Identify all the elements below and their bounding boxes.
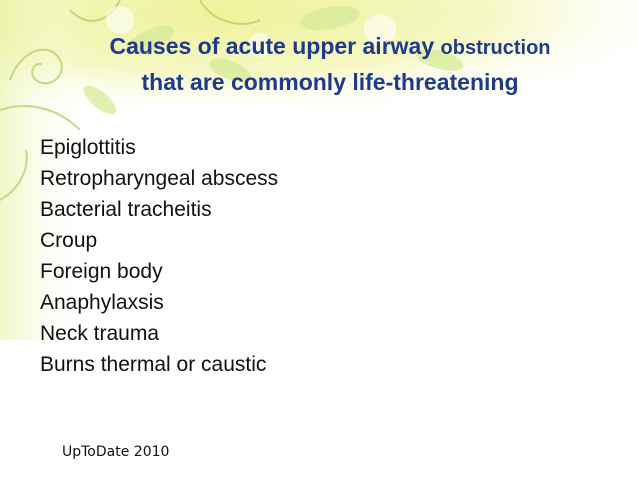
list-item: Retropharyngeal abscess	[40, 167, 279, 190]
list-item: Anaphylaxsis	[40, 291, 164, 314]
title-line1-part1: Causes of acute upper airway	[109, 33, 441, 59]
list-item: Burns thermal or caustic	[40, 353, 267, 376]
causes-list	[40, 132, 278, 380]
list-item: Epiglottitis	[40, 136, 136, 159]
list-item: Croup	[40, 229, 98, 252]
list-item: Bacterial tracheitis	[40, 198, 212, 221]
list-item: Neck trauma	[40, 322, 160, 345]
source-citation: UpToDate 2010	[62, 444, 170, 460]
title-line2: that are commonly life-threatening	[141, 69, 519, 95]
slide-title	[30, 28, 630, 98]
list-item: Foreign body	[40, 260, 163, 283]
title-line1-part2: obstruction	[440, 37, 551, 59]
